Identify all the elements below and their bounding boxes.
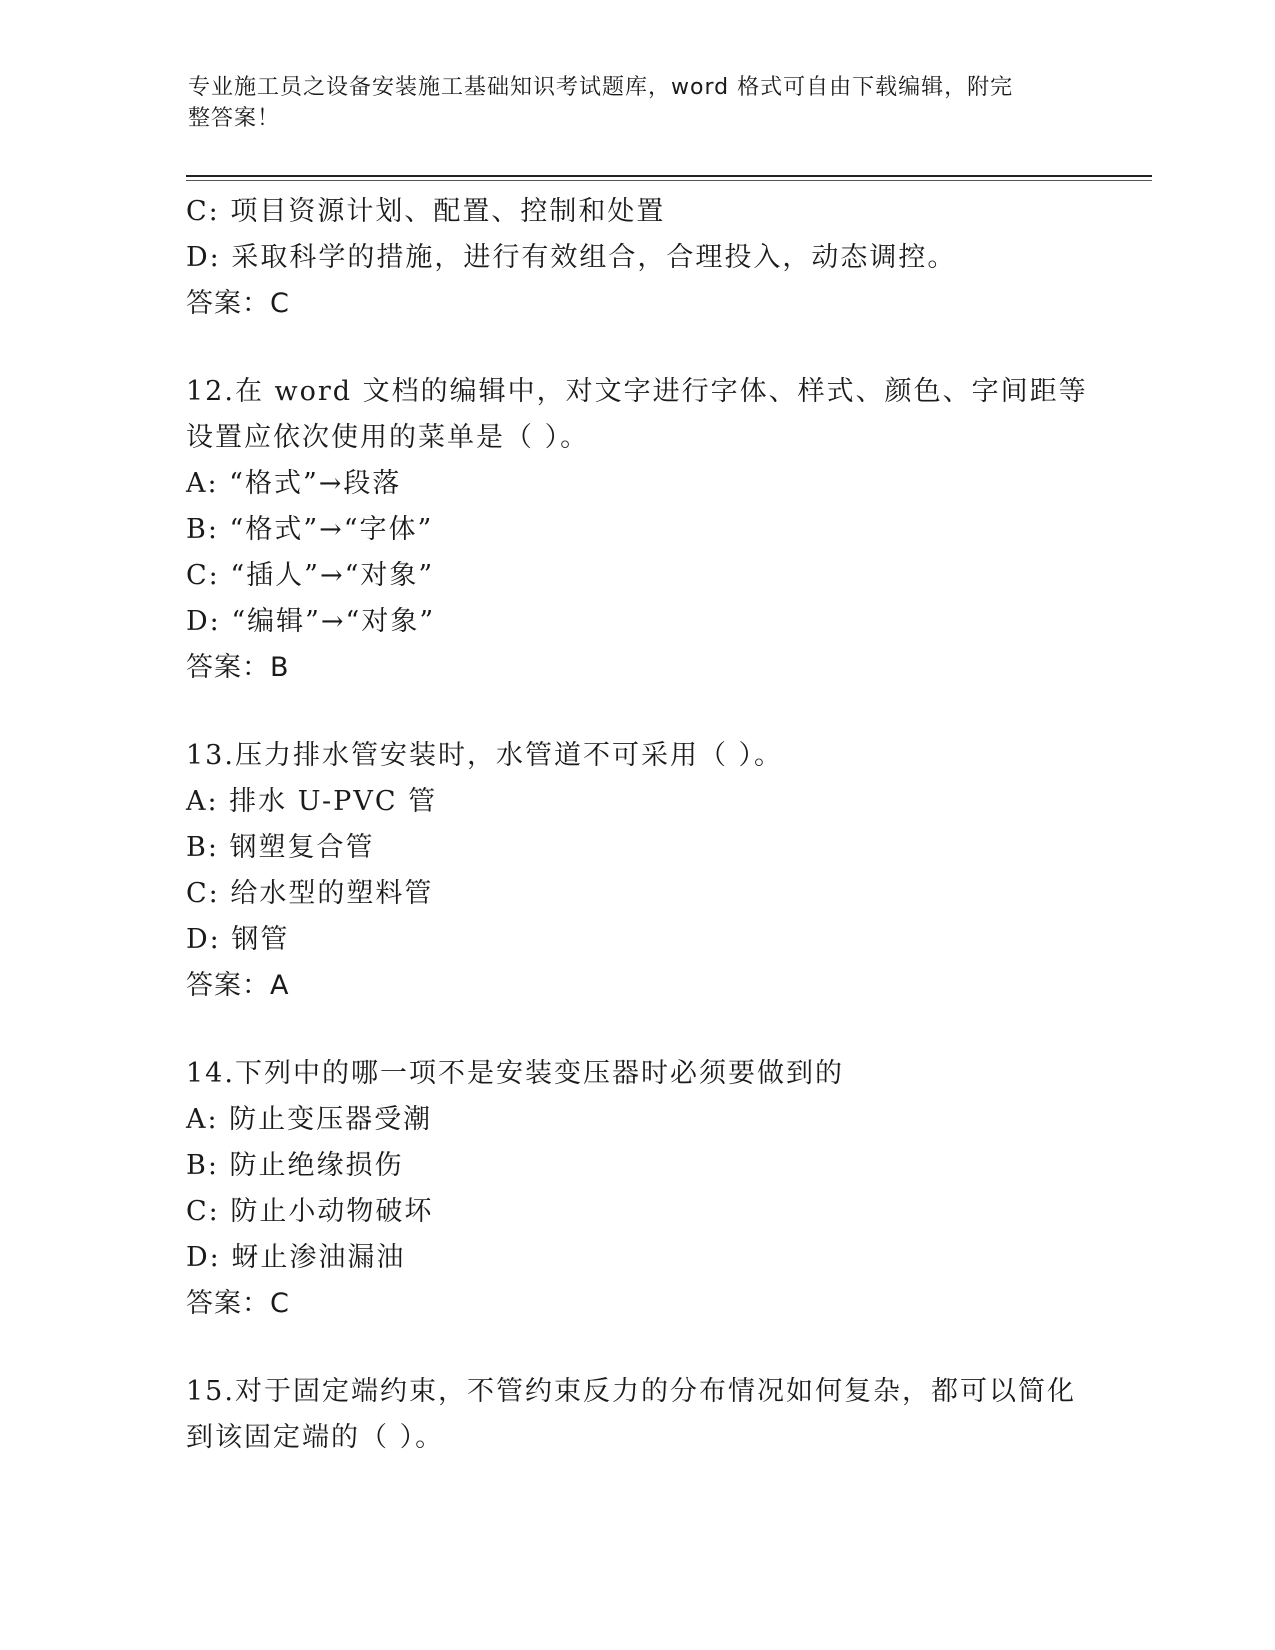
option-d: D: 采取科学的措施，进行有效组合，合理投入，动态调控。: [186, 242, 957, 273]
answer: 答案：A: [186, 970, 290, 1001]
question-12: [186, 369, 1086, 691]
option-b: B: 钢塑复合管: [186, 832, 375, 863]
question-13: [186, 733, 1086, 1009]
option-c: C: 给水型的塑料管: [186, 878, 434, 909]
option-d: D: 钢管: [186, 924, 290, 955]
question-stem: 13.压力排水管安装时，水管道不可采用（ ）。: [186, 740, 784, 771]
spacer: [186, 327, 1086, 369]
spacer: [186, 1327, 1086, 1369]
option-c: C: “插人”→“对象”: [186, 560, 435, 591]
header-line-1: 专业施工员之设备安装施工基础知识考试题库，word 格式可自由下载编辑，附完: [188, 75, 1014, 100]
header-line-2: 整答案！: [188, 106, 281, 131]
spacer: [186, 1009, 1086, 1051]
answer: 答案：B: [186, 652, 290, 683]
question-15: [186, 1369, 1086, 1461]
question-stem: 14.下列中的哪一项不是安装变压器时必须要做到的: [186, 1058, 844, 1089]
question-stem: 15.对于固定端约束，不管约束反力的分布情况如何复杂，都可以简化: [186, 1376, 1076, 1407]
option-d: D: “编辑”→“对象”: [186, 606, 436, 637]
question-11: [186, 189, 1086, 327]
option-c: C: 项目资源计划、配置、控制和处置: [186, 196, 666, 227]
option-c: C: 防止小动物破坏: [186, 1196, 434, 1227]
document-header: [188, 72, 1068, 134]
option-d: D: 蚜止渗油漏油: [186, 1242, 406, 1273]
question-stem-continued: 到该固定端的（ ）。: [186, 1422, 445, 1453]
option-a: A: 防止变压器受潮: [186, 1104, 433, 1135]
question-stem-continued: 设置应依次使用的菜单是（ ）。: [186, 422, 590, 453]
spacer: [186, 691, 1086, 733]
header-divider-thick: [186, 175, 1152, 177]
option-a: A: 排水 U-PVC 管: [186, 786, 438, 817]
answer: 答案：C: [186, 1288, 290, 1319]
question-14: [186, 1051, 1086, 1327]
option-b: B: “格式”→“字体”: [186, 514, 434, 545]
question-list: [186, 189, 1086, 1461]
question-stem: 12.在 word 文档的编辑中，对文字进行字体、样式、颜色、字间距等: [186, 376, 1088, 407]
header-divider-thin: [186, 180, 1152, 181]
answer: 答案：C: [186, 288, 290, 319]
option-a: A: “格式”→段落: [186, 468, 402, 499]
option-b: B: 防止绝缘损伤: [186, 1150, 404, 1181]
